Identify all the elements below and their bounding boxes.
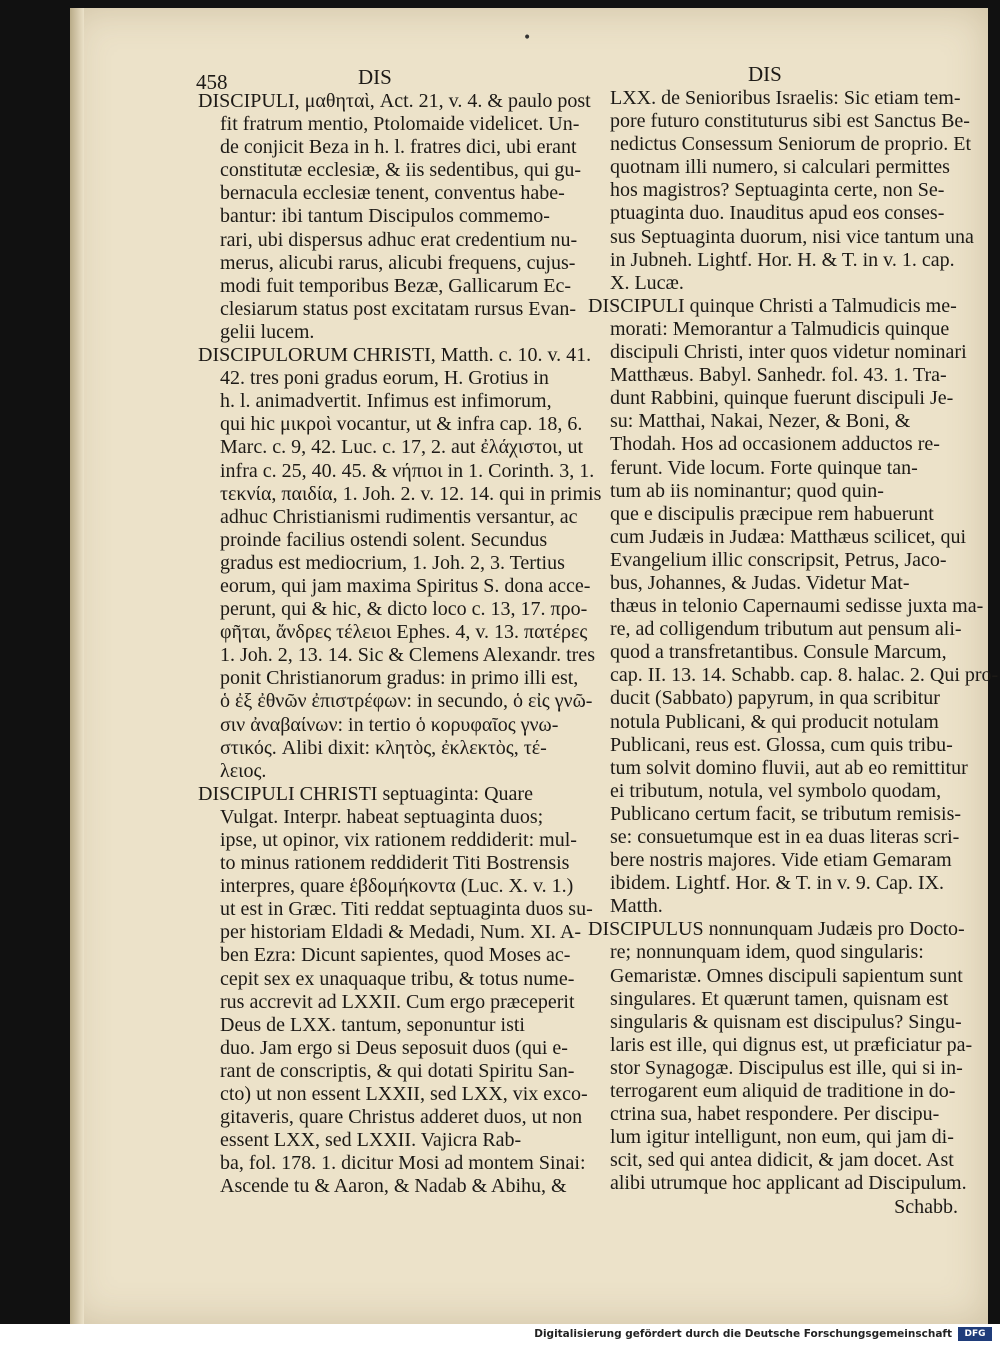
text-line: fit fratrum mentio, Ptolomaide videlicet. Un- [220, 113, 580, 136]
text-line: Evangelium illic conscripsit, Petrus, Jaco- [610, 548, 947, 571]
text-line: Publicani, reus est. Glossa, cum quis tribu- [610, 733, 953, 756]
text-line: merus, alicubi rarus, alicubi frequens, cujus- [220, 251, 576, 274]
text-line: rant de conscriptis, & qui dotati Spiritu San- [220, 1059, 575, 1082]
text-line: Gemaristæ. Omnes discipuli sapientum sunt [610, 964, 963, 987]
text-line: quotnam illi numero, si calculari permittes [610, 156, 950, 179]
text-line: 42. tres poni gradus eorum, H. Grotius in [220, 367, 549, 390]
text-line: duo. Jam ergo si Deus seposuit duos (qui e- [220, 1036, 568, 1059]
text-line: φῆται, ἄνδρες τέλειοι Ephes. 4, v. 13. πατέρες [220, 621, 588, 644]
left-column [198, 90, 602, 1199]
text-line: bernacula ecclesiæ tenent, conventus habe- [220, 182, 565, 205]
text-line: thæus in telonio Capernaumi sedisse juxta ma- [610, 595, 984, 618]
text-line: Publicano certum facit, se tributum remisis- [610, 802, 962, 825]
text-line: singularis & quisnam est discipulus? Singu- [610, 1010, 962, 1033]
text-line: ptuaginta duo. Inauditus apud eos conses- [610, 202, 945, 225]
text-line: ipse, ut opinor, vix rationem reddiderit: mul- [220, 829, 577, 851]
text-line: Matth. [610, 895, 663, 918]
text-line: proinde facilius ostendi solent. Secundus [220, 528, 548, 551]
text-line: essent LXX, sed LXXII. Vajicra Rab- [220, 1129, 522, 1152]
text-line: h. l. animadvertit. Infimus est infimorum, [220, 390, 552, 413]
text-line: laris est ille, qui dignus est, ut præficiatur pa- [610, 1033, 973, 1056]
text-line: interpres, quare ἑβδομήκοντα (Luc. X. v. 1.) [220, 875, 574, 898]
text-line: rari, ubi dispersus adhuc erat credentium nu- [220, 228, 578, 251]
text-line: bus, Johannes, & Judas. Videtur Mat- [610, 571, 910, 594]
text-line: nedictus Consessum Seniorum de proprio. Et [610, 133, 972, 156]
text-line: Marc. c. 9, 42. Luc. c. 17, 2. aut ἐλάχιστοι, ut [220, 436, 584, 459]
text-line: ei tributum, notula, vel symbolo quodam, [610, 779, 942, 802]
text-line: λειος. [220, 759, 267, 782]
text-line: X. Lucæ. [610, 271, 684, 294]
text-line: su: Matthai, Nakai, Nezer, & Boni, & [610, 410, 911, 433]
text-line: DISCIPULUS nonnunquam Judæis pro Docto- [588, 918, 965, 941]
text-line: cum Judæis in Judæa: Matthæus scilicet, qui [610, 525, 967, 548]
text-line: discipuli Christi, inter quos videtur nominari [610, 341, 967, 364]
text-line: ibidem. Lightf. Hor. & T. in v. 9. Cap. IX. [610, 872, 945, 895]
text-line: morati: Memorantur a Talmudicis quinque [610, 317, 950, 340]
text-line: se: consuetumque est in ea duas literas scri- [610, 826, 960, 848]
text-line: de conjicit Beza in h. l. fratres dici, ubi erant [220, 136, 577, 159]
text-line: clesiarum status post excitatam rursus Evan- [220, 297, 577, 320]
text-line: re, ad colligendum tributum aut pensum ali- [610, 618, 962, 641]
text-line: bere nostris majores. Vide etiam Gemaram [610, 849, 952, 872]
text-line: gelii lucem. [220, 320, 315, 343]
text-line: tum ab iis nominantur; quod quin- [610, 479, 884, 502]
text-line: que e discipulis præcipue rem habuerunt [610, 502, 934, 525]
text-line: to minus rationem reddiderit Titi Bostrensis [220, 852, 570, 875]
text-line: alibi utrumque hoc applicant ad Discipulum. [610, 1172, 967, 1195]
text-line: σιν ἀναβαίνων: in tertio ὁ κορυφαῖος γνω- [220, 713, 559, 736]
top-mark: • [523, 30, 532, 46]
text-line: ponit Christianorum gradus: in primo illi est, [220, 667, 579, 690]
text-line: eorum, qui jam maxima Spiritus S. dona acce- [220, 574, 591, 597]
text-line: gradus est mediocrium, 1. Joh. 2, 3. Tertius [220, 551, 565, 574]
text-line: DISCIPULORUM CHRISTI, Matth. c. 10. v. 41. [198, 344, 592, 367]
text-line: ferunt. Vide locum. Forte quinque tan- [610, 456, 918, 479]
text-line: στικός. Alibi dixit: κλητὸς, ἐκλεκτὸς, τέ- [220, 736, 547, 759]
text-line: pore futuro constituturus sibi est Sanctus Be- [610, 110, 970, 133]
text-line: ducit (Sabbato) papyrum, in qua scribitur [610, 687, 940, 710]
text-line: notula Publicani, & qui producit notulam [610, 710, 939, 733]
text-line: qui hic μικροὶ vocantur, ut & infra cap. 18, 6. [220, 413, 583, 436]
text-line: DISCIPULI CHRISTI septuaginta: Quare [198, 782, 533, 805]
text-line: re; nonnunquam idem, quod singularis: [610, 941, 924, 964]
text-line: Thodah. Hos ad occasionem adductos re- [610, 433, 940, 456]
text-line: terrogarent eum aliquid de traditione in do- [610, 1080, 956, 1103]
page-gutter [70, 8, 84, 1324]
text-line: Vulgat. Interpr. habeat septuaginta duos; [220, 805, 544, 828]
text-line: constitutæ ecclesiæ, & iis sedentibus, qui gu- [220, 159, 582, 182]
text-line: DISCIPULI, μαθηταὶ, Act. 21, v. 4. & paulo post [198, 90, 591, 112]
text-line: ben Ezra: Dicunt sapientes, quod Moses ac- [220, 944, 571, 967]
text-line: perunt, qui & hic, & dicto loco c. 13, 17. προ- [220, 598, 588, 621]
text-line: cepit sex ex unaquaque tribu, & totus nume- [220, 967, 575, 990]
text-line: Schabb. [894, 1195, 958, 1218]
text-line: stor Synagogæ. Discipulus est ille, qui si in- [610, 1056, 963, 1079]
funding-credit: Digitalisierung gefördert durch die Deutsche Forschungsgemeinschaft [534, 1328, 952, 1340]
running-head-right: DIS [748, 62, 782, 86]
text-line: scit, sed qui antea didicit, & jam docet. Ast [610, 1149, 954, 1172]
text-line: in Jubneh. Lightf. Hor. H. & T. in v. 1. cap. [610, 248, 955, 271]
text-line: rus accrevit ad LXXII. Cum ergo præceperit [220, 990, 575, 1013]
text-line: bantur: ibi tantum Discipulos commemo- [220, 205, 550, 228]
text-line: modi fuit temporibus Bezæ, Gallicarum Ec- [220, 274, 572, 297]
text-line: ut est in Græc. Titi reddat septuaginta duos su- [220, 898, 593, 921]
text-line: ba, fol. 178. 1. dicitur Mosi ad montem Sinai: [220, 1152, 586, 1175]
text-line: lum igitur intelligunt, non eum, qui jam di- [610, 1126, 954, 1149]
text-line: Deus de LXX. tantum, seponuntur isti [220, 1013, 525, 1036]
running-head-left: DIS [358, 65, 392, 89]
text-line: Ascende tu & Aaron, & Nadab & Abihu, & [220, 1175, 567, 1198]
text-line: tum solvit domino fluvii, aut ab eo remittitur [610, 756, 968, 779]
dfg-logo: DFG [958, 1327, 992, 1341]
text-line: singulares. Et quærunt tamen, quisnam est [610, 987, 949, 1010]
text-line: cto) ut non essent LXXII, sed LXX, vix exco- [220, 1083, 588, 1106]
text-line: per historiam Eldadi & Medadi, Num. XI. A- [220, 921, 582, 944]
text-line: cap. II. 13. 14. Schabb. cap. 8. halac. 2. Qui pro- [610, 664, 999, 687]
text-line: hos magistros? Septuaginta certe, non Se- [610, 179, 945, 202]
text-line: dunt Rabbini, quinque fuerunt discipuli Je- [610, 387, 954, 410]
right-column [588, 87, 999, 1219]
page-number: 458 [196, 70, 228, 94]
text-line: 1. Joh. 2, 13. 14. Sic & Clemens Alexandr. tres [220, 644, 595, 667]
text-line: sus Septuaginta duorum, nisi vice tantum una [610, 225, 974, 248]
text-line: DISCIPULI quinque Christi a Talmudicis me- [588, 294, 957, 317]
text-line: LXX. de Senioribus Israelis: Sic etiam tem- [610, 87, 961, 109]
text-line: adhuc Christianismi rudimentis versantur, ac [220, 505, 578, 528]
text-line: τεκνία, παιδία, 1. Joh. 2. v. 12. 14. qui in primis [220, 482, 602, 505]
text-line: ctrina sua, habet respondere. Per discipu- [610, 1103, 940, 1126]
text-line: Matthæus. Babyl. Sanhedr. fol. 43. 1. Tra- [610, 364, 947, 387]
text-line: ὁ ἐξ ἐθνῶν ἐπιστρέφων: in secundo, ὁ εἰς γνῶ- [220, 690, 593, 713]
text-line: quod a transfretantibus. Consule Marcum, [610, 641, 947, 664]
text-line: infra c. 25, 40. 45. & νήπιοι in 1. Corinth. 3, 1. [220, 459, 595, 482]
text-line: gitaveris, quare Christus adderet duos, ut non [220, 1106, 583, 1129]
